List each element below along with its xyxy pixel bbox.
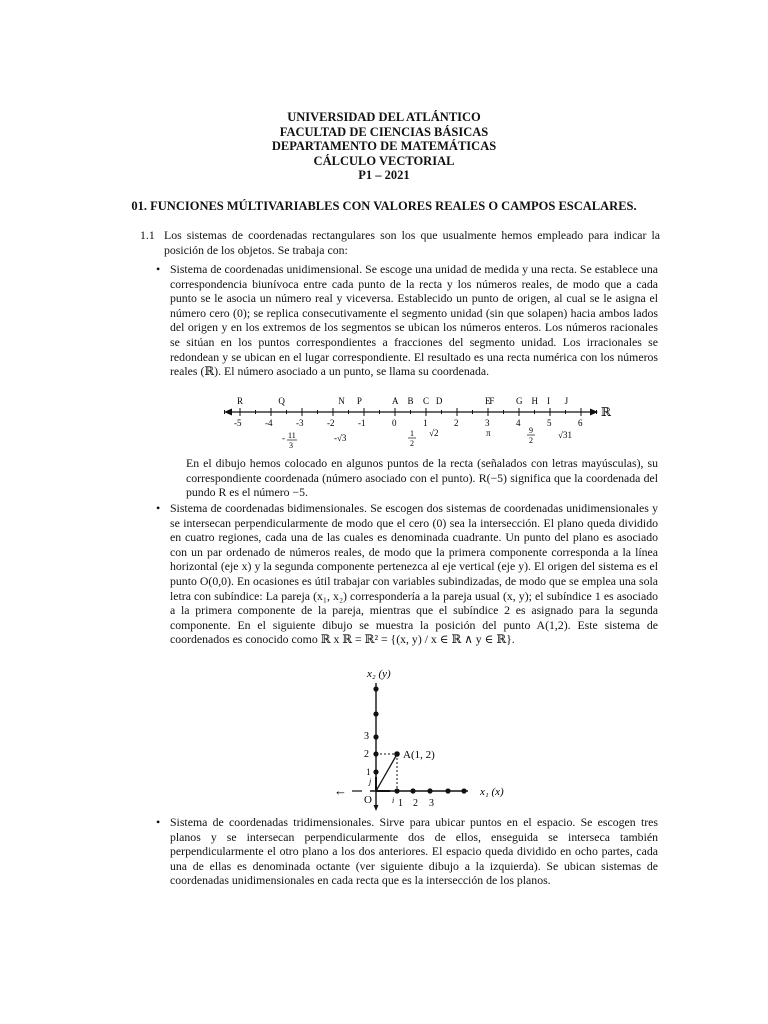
y-axis-label: x₂ (y) [367, 668, 391, 680]
tick-label: 0 [392, 418, 397, 428]
x-tick-label: 3 [429, 798, 434, 809]
paragraph-number: 1.1 [140, 228, 155, 242]
point-letter-j: J [564, 396, 569, 406]
axis-dot [373, 769, 378, 774]
x-tick-label: 2 [413, 798, 418, 809]
q-sign-label: - [282, 433, 285, 443]
bullet-unidimensional [156, 262, 658, 379]
point-letter-g: G [516, 396, 523, 406]
paragraph-text: Los sistemas de coordenadas rectangulares son los que usualmente hemos empleado para indicar la posición de los objetos. Se trabaja con: [164, 228, 660, 257]
q-numerator-label: 11 [288, 431, 296, 440]
tick-label: 2 [454, 418, 459, 428]
b-numerator-label: 1 [410, 429, 414, 438]
real-axis-label: ℝ [601, 405, 611, 419]
bullet-marker: • [156, 815, 161, 829]
i-vector-label: i [392, 796, 395, 805]
h-numerator-label: 9 [529, 426, 533, 435]
bullet-bidimensional [156, 501, 658, 647]
point-a-dot [394, 751, 400, 757]
tick-label: 1 [423, 418, 428, 428]
paragraph-1-1 [140, 228, 660, 257]
y-tick-label: 3 [364, 731, 369, 742]
university-name: UNIVERSIDAD DEL ATLÁNTICO [287, 110, 481, 124]
number-line-figure [222, 395, 622, 459]
point-letter-n: N [338, 396, 345, 406]
point-letter-r: R [237, 396, 244, 406]
academic-period: P1 – 2021 [358, 168, 410, 182]
axis-dot [427, 788, 432, 793]
x-tick-label: 1 [398, 798, 403, 809]
point-letter-b: B [407, 396, 414, 406]
bullet-tridimensional [156, 815, 658, 888]
axis-dot [461, 788, 466, 793]
tick-label: -3 [296, 418, 304, 428]
point-letter-i: I [547, 396, 550, 406]
point-letter-q: Q [278, 396, 285, 406]
origin-label: O [364, 794, 372, 806]
j-vector-label: j [369, 777, 372, 786]
axis-dot [410, 788, 415, 793]
d-value-label: √2 [429, 428, 439, 438]
axis-dot [373, 711, 378, 716]
tick-label: 3 [485, 418, 490, 428]
y-tick-label: 2 [364, 749, 369, 760]
axis-dot [373, 686, 378, 691]
tick-label: 5 [547, 418, 552, 428]
point-letter-f: F [489, 396, 495, 406]
axis-dot [445, 788, 450, 793]
point-letter-p: P [356, 396, 362, 406]
tick-label: -5 [234, 418, 242, 428]
number-line-explanation: En el dibujo hemos colocado en algunos puntos de la recta (señalados con letras mayúsculas), su correspondiente coordenada (número asociado con el punto). R(−5) significa que la coordenada del pundo R es el número −5. [186, 456, 658, 500]
bullet-marker: • [156, 262, 161, 276]
h-denominator-label: 2 [529, 436, 533, 445]
f-value-label: π [486, 428, 491, 438]
left-arrow-icon [224, 409, 232, 416]
tick-label: 4 [516, 418, 521, 428]
faculty-name: FACULTAD DE CIENCIAS BÁSICAS [279, 124, 489, 139]
point-letter-d: D [435, 396, 443, 406]
point-letter-c: C [423, 396, 430, 406]
section-title: 01. FUNCIONES MÚLTIVARIABLES CON VALORES REALES O CAMPOS ESCALARES. [131, 199, 637, 213]
p-value-label: -√3 [334, 433, 347, 443]
number-line-ticks [225, 408, 597, 428]
point-letter-a: A [392, 396, 399, 406]
tick-label: -2 [327, 418, 335, 428]
down-arrow-icon [374, 805, 379, 811]
bullet-text: Sistema de coordenadas bidimensionales. Se escogen dos sistemas de coordenadas unidimensionales y se intersecan perpendicularmente de modo que el cero (0) sea la intersección. El plano queda dividido en cuatro regiones, cada una de las cuales es denominada cuadrante. Un punto del plano es asociado con un par ordenado de números reales, de modo que la primera componente corresponda a la línea horizontal (eje x) y la segunda componente pertenezca al eje vertical (eje y). El origen del sistema es el punto O(0,0). En ocasiones es útil trabajar con variables subindizadas, de modo que se emplea una sola letra con subíndice: La pareja (x₁, x₂) correspondería a la pareja usual (x, y); el subíndice 1 es asociado a la primera componente de la pareja, mientras que el subíndice 2 es asignado para la segunda componente. En el siguiente dibujo se muestra la posición del punto A(1,2). Este sistema de coordenados es conocido como ℝ x ℝ = ℝ² = {(x, y) / x ∈ ℝ ∧ y ∈ ℝ}. [170, 501, 658, 647]
point-a-label: A(1, 2) [403, 749, 435, 761]
b-denominator-label: 2 [410, 439, 414, 448]
point-letter-h: H [531, 396, 538, 406]
course-name: CÁLCULO VECTORIAL [313, 153, 455, 168]
document-header [0, 110, 768, 183]
axis-dot [373, 734, 378, 739]
position-vector [376, 756, 396, 791]
x-axis-label: x₁ (x) [480, 786, 504, 798]
y-tick-label: 1 [366, 767, 371, 777]
j-value-label: √31 [558, 430, 572, 440]
left-arrow-icon: ← [334, 783, 347, 798]
tick-label: -1 [358, 418, 366, 428]
point-letter-e: E [485, 396, 491, 406]
bullet-marker: • [156, 501, 161, 515]
bullet-text: Sistema de coordenadas unidimensional. Se escoge una unidad de medida y una recta. Se establece una correspondencia biunívoca entre cada punto de la recta y los números reales, de modo que a cada punto se le asocia un número real y viceversa. Establecido un punto de origen, al cual se le asigna el número cero (0); se replica consecutivamente el segmento unidad (sin que solapen) hacia ambos lados del origen y en los extremos de los segmentos se ubican los números enteros. Los números racionales se sitúan en los puntos correspondientes a fracciones del segmento unidad. Los irracionales se redondean y se ubican en el lugar correspondiente. El resultado es una recta numérica con los números reales (ℝ). El número asociado a un punto, se llama su coordenada. [170, 262, 658, 379]
number-line-letters [237, 396, 569, 406]
q-denominator-label: 3 [289, 441, 293, 450]
tick-label: -4 [265, 418, 273, 428]
bullet-text: Sistema de coordenadas tridimensionales. Sirve para ubicar puntos en el espacio. Se escogen tres planos y se intersecan perpendicularmente dos de ellos, enseguida se interseca también perpendicularmente el otro plano a los dos anteriores. El espacio queda dividido en ocho partes, cada una de ellas es denominada octante (ver siguiente dibujo a la izquierda). Se ubican sistemas de coordenadas unidimensionales en cada recta que es la intersección de los planos. [170, 815, 658, 888]
department-name: DEPARTAMENTO DE MATEMÁTICAS [271, 139, 497, 153]
tick-label: 6 [578, 418, 583, 428]
cartesian-plane-figure [334, 665, 520, 815]
